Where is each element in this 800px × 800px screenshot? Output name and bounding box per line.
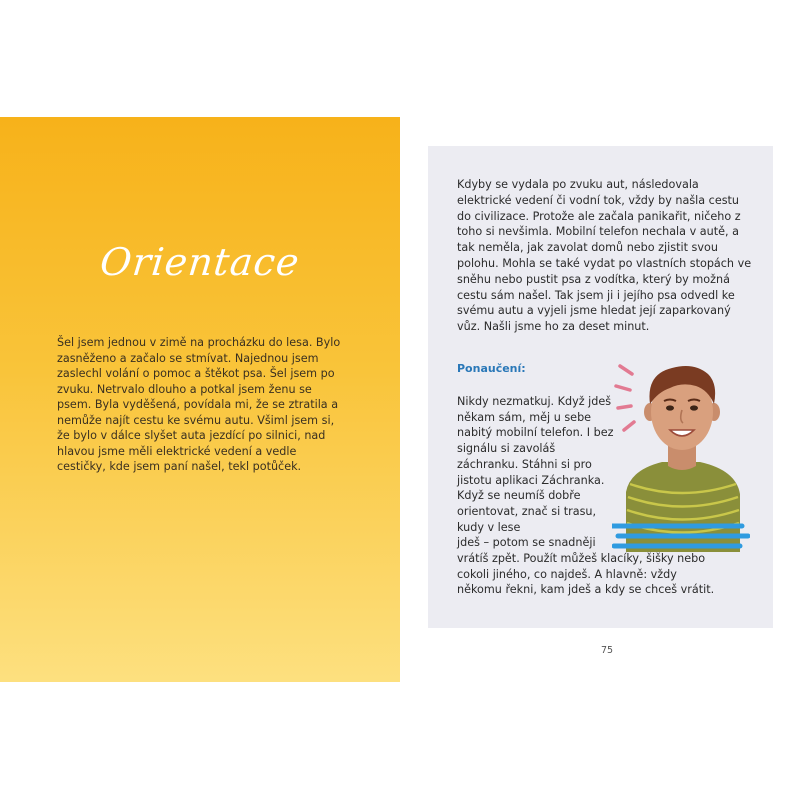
advice-text-part3: vrátíš zpět. Použít můžeš klacíky, šišky nebo cokoli jiného, co najdeš. A hlavně: vždy někomu řekni, kam jdeš a kdy se chceš vrátit. <box>457 552 715 597</box>
lesson-heading: Ponaučení: <box>457 362 526 375</box>
accent-dashes-icon <box>616 366 634 430</box>
advice-text-part1: Nikdy nezmatkuj. Když jdeš někam sám, měj u sebe nabitý mobilní telefon. I bez signálu si zavoláš záchranku. Stáhni si pro jistotu aplikaci Záchranka. Když se neumíš dobře orientovat, znač si trasu, kudy v lese <box>457 395 614 534</box>
chapter-title: Orientace <box>98 240 302 284</box>
continuation-text: Kdyby se vydala po zvuku aut, následovala elektrické vedení či vodní tok, vždy by našla cestu do civilizace. Protože ale začala panikařit, ničeho z toho si nevšimla. Mobilní telefon nechala v autě, a tak neměla, jak zavolat domů nebo zjistit svou polohu. Mohla se také vydat po vlastních stopách ve sněhu nebo pustit psa z vodítka, který by možná cestu sám našel. Tak jsem ji i jejího psa odvedl ke svému autu a vyjeli jsme hledat její zaparkovaný vůz. Našli jsme ho za deset minut. <box>457 178 752 334</box>
boy-portrait-icon <box>612 352 750 552</box>
story-text: Šel jsem jednou v zimě na procházku do lesa. Bylo zasněženo a začalo se stmívat. Najednou jsem zaslechl volání o pomoc a štěkot psa. Šel jsem po zvuku. Netrvalo dlouho a potkal jsem ženu se psem. Byla vyděšená, povídala mi, že se ztratila a nemůže najít cestu ke svému autu. Všiml jsem si, že bylo v dálce slyšet auta jezdící po silnici, nad hlavou jsme měli elektrické vedení a vedle cestičky, kde jsem paní našel, tekl potůček. <box>57 336 341 473</box>
advice-text-part2: jdeš – potom se snadněji <box>457 536 596 550</box>
page-number: 75 <box>600 645 614 656</box>
